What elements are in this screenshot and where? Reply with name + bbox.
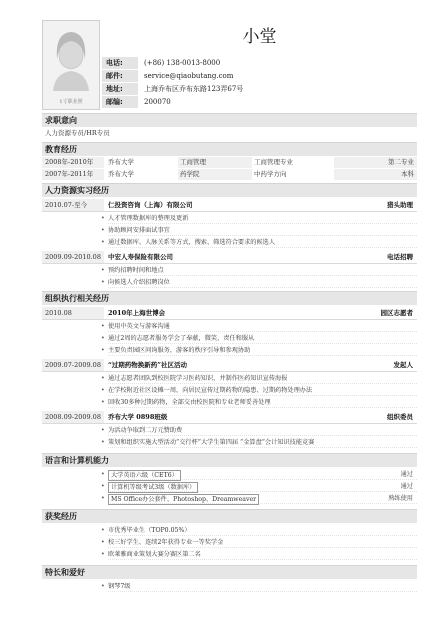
entry-organization: “过期药物换新药”社区活动 <box>108 361 187 369</box>
edu-degree: 本科 <box>334 169 417 180</box>
award-text: 市优秀毕业生（TOP0.05%） <box>108 527 191 534</box>
bullet-icon: • <box>101 399 105 406</box>
bullet-icon: • <box>101 279 105 286</box>
list-item <box>101 437 417 448</box>
list-item-text: 通过2周的志愿者服务学会了奉献，微笑，责任和服从 <box>108 335 255 342</box>
edu-college: 工商管理 <box>178 157 252 168</box>
edu-major: 中药学方向 <box>254 170 287 178</box>
list-item-text: 预约招聘时间和地点 <box>108 267 164 274</box>
entry-role: 电话招聘 <box>387 253 413 261</box>
education-row <box>42 157 417 168</box>
email-label: 邮件: <box>102 70 138 82</box>
entry-organization: 2010年上海世博会 <box>108 309 166 317</box>
entry-date: 2009.07-2009.08 <box>42 359 104 371</box>
skill-level: 通过 <box>400 471 413 478</box>
list-item <box>101 549 417 560</box>
entry-date: 2009.09-2010.08 <box>42 251 104 263</box>
phone-label: 电话: <box>102 57 138 69</box>
hobby-text: 钢琴7级 <box>108 583 131 590</box>
list-item <box>101 425 417 436</box>
list-item-text: 策划和组织实施大型活动“交行杯”大学生第四届 “金算盘”会计知识技能竞赛 <box>108 439 315 446</box>
entry-date: 2010.07-至今 <box>42 199 104 211</box>
bullet-icon: • <box>101 387 105 394</box>
edu-school: 乔布大学 <box>108 158 134 166</box>
zipcode-label: 邮编: <box>102 96 138 108</box>
entry-role: 组织委员 <box>387 413 413 421</box>
bullet-icon: • <box>101 551 105 558</box>
profile-photo <box>42 20 100 110</box>
award-text: 校三好学生、连续2年获得专业一等奖学金 <box>108 539 224 546</box>
experience-entry-header <box>42 251 417 264</box>
section-title-education: 教育经历 <box>42 142 417 156</box>
list-item-text: 人才管理数据库的整理及更新 <box>108 215 189 222</box>
bullet-icon: • <box>101 583 105 590</box>
entry-role: 发起人 <box>393 361 413 369</box>
list-item <box>101 373 417 384</box>
list-item <box>101 265 417 276</box>
bullet-icon: • <box>101 215 105 222</box>
skill-text: 计算机等级考试3级（数据库） <box>108 482 198 493</box>
edu-college: 药学院 <box>178 169 252 180</box>
resume-page <box>42 20 417 620</box>
skill-level: 熟练使用 <box>388 495 413 502</box>
resume-header <box>42 20 417 110</box>
award-text: 欧莱雅商业策划大赛分赛区第二名 <box>108 551 201 558</box>
section-title-org-experience: 组织执行相关经历 <box>42 291 417 305</box>
list-item <box>101 581 417 592</box>
list-item <box>101 397 417 408</box>
edu-date: 2008年-2010年 <box>42 157 104 168</box>
list-item <box>101 321 417 332</box>
entry-date: 2008.09-2009.08 <box>42 411 104 423</box>
bullet-icon: • <box>101 483 105 490</box>
address-value: 上海乔布区乔布东路123弄67号 <box>144 85 244 93</box>
email-row <box>102 70 417 83</box>
list-item-text: 向候选人介绍招聘岗位 <box>108 279 170 286</box>
list-item <box>101 333 417 344</box>
section-title-intent: 求职意向 <box>42 113 417 127</box>
photo-caption: 1寸职业照 <box>59 99 83 105</box>
list-item-text: 在学校附近社区设摊一周，向居民宣传过期药物的隐患、过期药物处理办法 <box>108 387 313 394</box>
experience-entry-header <box>42 359 417 372</box>
list-item <box>101 493 417 504</box>
list-item-text: 通过数据库、人脉关系等方式，搜索、筛选符合要求的候选人 <box>108 239 276 246</box>
zipcode-row <box>102 96 417 109</box>
list-item <box>101 213 417 224</box>
section-title-skills: 语言和计算机能力 <box>42 453 417 467</box>
list-item <box>101 237 417 248</box>
list-item-text: 使用中英文与游客沟通 <box>108 323 170 330</box>
bullet-icon: • <box>101 347 105 354</box>
list-item <box>101 469 417 480</box>
bullet-icon: • <box>101 427 105 434</box>
entry-date: 2010.08 <box>42 307 104 319</box>
email-value: service@qiaobutang.com <box>144 72 234 80</box>
list-item-text: 通过志愿者团队到校医院学习医药知识，并制作医药知识宣传海报 <box>108 375 288 382</box>
skill-text: 大学英语六级（CET6） <box>108 470 181 481</box>
bullet-icon: • <box>101 335 105 342</box>
experience-entry-header <box>42 411 417 424</box>
bullet-icon: • <box>101 239 105 246</box>
section-title-awards: 获奖经历 <box>42 509 417 523</box>
list-item <box>101 345 417 356</box>
avatar-silhouette-icon <box>43 21 99 109</box>
entry-organization: 中宏人寿保险有限公司 <box>108 253 173 261</box>
skill-text: MS Office办公套件、Photoshop、Dreamweaver <box>108 494 259 505</box>
list-item <box>101 225 417 236</box>
bullet-icon: • <box>101 323 105 330</box>
education-row <box>42 169 417 180</box>
edu-degree: 第二专业 <box>334 157 417 168</box>
entry-organization: 仁投资咨询（上海）有限公司 <box>108 201 193 209</box>
edu-school: 乔布大学 <box>108 170 134 178</box>
candidate-name: 小堂 <box>242 27 277 47</box>
list-item-text: 为活动争取到二万元赞助费 <box>108 427 183 434</box>
job-intent-text: 人力资源专员/HR专员 <box>45 129 110 137</box>
bullet-icon: • <box>101 439 105 446</box>
bullet-icon: • <box>101 227 105 234</box>
zipcode-value: 200070 <box>144 98 171 106</box>
section-title-hobbies: 特长和爱好 <box>42 565 417 579</box>
entry-organization: 乔布大学 0898班级 <box>108 413 168 421</box>
list-item-text: 回收30多种过期药物，全部交由校医院和专业老师妥善处理 <box>108 399 271 406</box>
skill-level: 通过 <box>400 483 413 490</box>
address-label: 地址: <box>102 83 138 95</box>
address-row <box>102 83 417 96</box>
list-item <box>101 537 417 548</box>
entry-role: 园区志愿者 <box>380 309 413 317</box>
bullet-icon: • <box>101 375 105 382</box>
bullet-icon: • <box>101 527 105 534</box>
edu-date: 2007年-2011年 <box>42 169 104 180</box>
edu-major: 工商管理专业 <box>254 158 293 166</box>
phone-row <box>102 57 417 70</box>
experience-entry-header <box>42 307 417 320</box>
phone-value: (+86) 138-0013-8000 <box>144 59 221 67</box>
list-item-text: 主要负责园区问询服务，游客的秩序引导和参观协助 <box>108 347 251 354</box>
bullet-icon: • <box>101 267 105 274</box>
list-item-text: 协助顾问安排面试事宜 <box>108 227 170 234</box>
list-item <box>101 277 417 288</box>
section-title-hr-internship: 人力资源实习经历 <box>42 183 417 197</box>
experience-entry-header <box>42 199 417 212</box>
entry-role: 猎头助理 <box>387 201 413 209</box>
list-item <box>101 525 417 536</box>
list-item <box>101 481 417 492</box>
bullet-icon: • <box>101 539 105 546</box>
bullet-icon: • <box>101 495 105 502</box>
list-item <box>101 385 417 396</box>
bullet-icon: • <box>101 471 105 478</box>
